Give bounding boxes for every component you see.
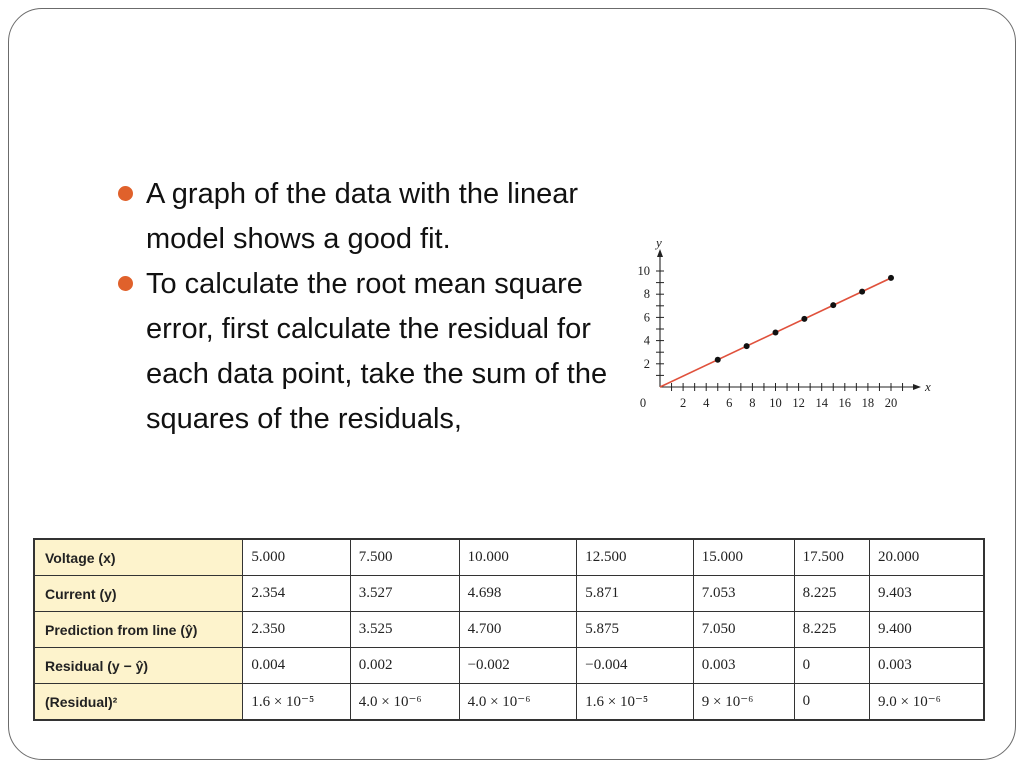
bullet-text: To calculate the root mean square error, first calculate the residual for each data point, take the sum of the squares of the residuals,: [146, 268, 608, 435]
data-point: [801, 316, 807, 322]
table-cell: 8.225: [794, 576, 869, 612]
x-tick-label: 8: [749, 396, 756, 410]
data-point: [830, 302, 836, 308]
x-tick-label: 0: [639, 396, 647, 410]
y-tick-label: 8: [643, 287, 650, 302]
x-tick-label: 20: [884, 396, 898, 410]
table-cell: 5.875: [577, 612, 693, 648]
x-tick-label: 14: [815, 396, 828, 410]
table-cell: 4.700: [459, 612, 577, 648]
table-cell: 4.698: [459, 576, 577, 612]
row-header: (Residual)²: [34, 684, 243, 721]
table-cell: 20.000: [870, 539, 984, 576]
table-cell: 1.6 × 10⁻⁵: [243, 684, 350, 721]
x-tick-label: 16: [838, 396, 852, 410]
table-cell: 7.053: [693, 576, 794, 612]
table-cell: 7.050: [693, 612, 794, 648]
table-cell: 3.527: [350, 576, 459, 612]
chart-ticks: [638, 264, 903, 410]
y-axis-arrow: [657, 249, 663, 257]
y-axis-label: y: [656, 235, 662, 250]
table-cell: 2.354: [243, 576, 350, 612]
data-point: [773, 330, 779, 336]
x-tick-label: 10: [769, 396, 782, 410]
row-header: Voltage (x): [34, 539, 243, 576]
data-point: [859, 289, 865, 295]
x-tick-label: 18: [861, 396, 875, 410]
table-row: [34, 539, 984, 576]
table-cell: 5.000: [243, 539, 350, 576]
row-header: Current (y): [34, 576, 243, 612]
x-tick-label: 4: [703, 396, 710, 410]
table-cell: 0: [794, 648, 869, 684]
bullet-item: [118, 172, 608, 262]
data-point: [715, 357, 721, 363]
table-cell: 8.225: [794, 612, 869, 648]
y-tick-label: 2: [643, 356, 650, 371]
table-cell: 1.6 × 10⁻⁵: [577, 684, 693, 721]
table-cell: 15.000: [693, 539, 794, 576]
table-cell: 9.400: [870, 612, 984, 648]
table-cell: 0: [794, 684, 869, 721]
table-cell: 4.0 × 10⁻⁶: [459, 684, 577, 721]
data-point: [888, 275, 894, 281]
table-cell: 9.403: [870, 576, 984, 612]
table-cell: 3.525: [350, 612, 459, 648]
data-table: [33, 538, 985, 721]
table-cell: −0.004: [577, 648, 693, 684]
table-cell: 10.000: [459, 539, 577, 576]
bullet-list: [118, 172, 608, 442]
table-row: [34, 648, 984, 684]
table-cell: 17.500: [794, 539, 869, 576]
row-header: Residual (y − ŷ): [34, 648, 243, 684]
table-row: [34, 684, 984, 721]
scatter-chart: [605, 225, 935, 425]
chart-points: [715, 275, 894, 363]
table-cell: −0.002: [459, 648, 577, 684]
table-cell: 9 × 10⁻⁶: [693, 684, 794, 721]
table-cell: 9.0 × 10⁻⁶: [870, 684, 984, 721]
table-cell: 0.003: [870, 648, 984, 684]
table-cell: 0.004: [243, 648, 350, 684]
bullet-text: A graph of the data with the linear model shows a good fit.: [146, 178, 579, 255]
table-cell: 7.500: [350, 539, 459, 576]
y-tick-label: 10: [637, 264, 650, 278]
table-cell: 4.0 × 10⁻⁶: [350, 684, 459, 721]
y-tick-label: 4: [643, 333, 650, 348]
data-point: [744, 343, 750, 349]
row-header: Prediction from line (ŷ): [34, 612, 243, 648]
bullet-item: [118, 262, 608, 442]
table-cell: 5.871: [577, 576, 693, 612]
table-row: [34, 612, 984, 648]
x-tick-label: 2: [679, 396, 687, 410]
y-tick-label: 6: [643, 310, 650, 325]
x-axis-arrow: [913, 384, 921, 390]
x-tick-label: 6: [726, 396, 733, 410]
table-cell: 12.500: [577, 539, 693, 576]
table-cell: 2.350: [243, 612, 350, 648]
table-row: [34, 576, 984, 612]
x-axis-label: x: [925, 379, 931, 394]
x-tick-label: 12: [792, 396, 805, 410]
table-cell: 0.002: [350, 648, 459, 684]
table-cell: 0.003: [693, 648, 794, 684]
